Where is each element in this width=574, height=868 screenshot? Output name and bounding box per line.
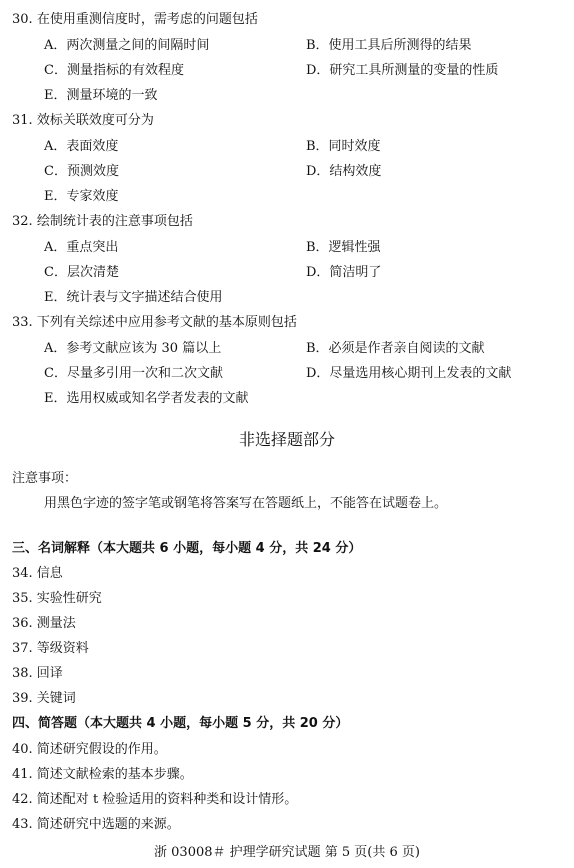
section-title: 非选择题部分 bbox=[238, 430, 335, 449]
question-stem: 下列有关综述中应用参考文献的基本原则包括 bbox=[36, 315, 297, 330]
option-e: E．选用权威或知名学者发表的文献 bbox=[44, 391, 249, 406]
question-number: 33. bbox=[12, 315, 33, 330]
question-stem: 绘制统计表的注意事项包括 bbox=[36, 214, 193, 229]
list-item: 41. 简述文献检索的基本步骤。 bbox=[12, 767, 193, 782]
option-a: A．表面效度 bbox=[44, 139, 119, 154]
notice-label: 注意事项： bbox=[12, 471, 78, 486]
question-stem: 在使用重测信度时，需考虑的问题包括 bbox=[36, 12, 258, 27]
option-e: E．测量环境的一致 bbox=[44, 88, 158, 103]
option-c: C．预测效度 bbox=[44, 164, 119, 179]
option-d: D．尽量选用核心期刊上发表的文献 bbox=[306, 366, 512, 381]
part3-heading: 三、名词解释（本大题共 6 小题，每小题 4 分，共 24 分） bbox=[12, 541, 362, 556]
list-item: 38. 回译 bbox=[12, 666, 63, 681]
question-number: 31. bbox=[12, 113, 33, 128]
page-footer: 浙 03008＃ 护理学研究试题 第 5 页(共 6 页) bbox=[154, 845, 420, 860]
notice-text: 用黑色字迹的签字笔或钢笔将答案写在答题纸上，不能答在试题卷上。 bbox=[44, 496, 448, 511]
question-number: 32. bbox=[12, 214, 33, 229]
option-a: A．参考文献应该为 30 篇以上 bbox=[44, 341, 222, 356]
question-33 bbox=[12, 313, 297, 333]
part4-heading: 四、简答题（本大题共 4 小题，每小题 5 分，共 20 分） bbox=[12, 716, 349, 731]
list-item: 35. 实验性研究 bbox=[12, 591, 102, 606]
option-c: C．层次清楚 bbox=[44, 265, 119, 280]
list-item: 37. 等级资料 bbox=[12, 641, 89, 656]
option-a: A．重点突出 bbox=[44, 240, 119, 255]
option-a: A．两次测量之间的间隔时间 bbox=[44, 38, 210, 53]
question-stem: 效标关联效度可分为 bbox=[36, 113, 154, 128]
list-item: 34. 信息 bbox=[12, 566, 63, 581]
option-e: E．统计表与文字描述结合使用 bbox=[44, 290, 223, 305]
option-b: B．同时效度 bbox=[306, 139, 381, 154]
question-31 bbox=[12, 111, 154, 131]
option-e: E．专家效度 bbox=[44, 189, 119, 204]
list-item: 40. 简述研究假设的作用。 bbox=[12, 742, 167, 757]
question-number: 30. bbox=[12, 12, 33, 27]
option-c: C．测量指标的有效程度 bbox=[44, 63, 184, 78]
option-b: B．逻辑性强 bbox=[306, 240, 381, 255]
option-d: D．简洁明了 bbox=[306, 265, 382, 280]
option-b: B．必须是作者亲自阅读的文献 bbox=[306, 341, 485, 356]
option-b: B．使用工具后所测得的结果 bbox=[306, 38, 472, 53]
option-d: D．研究工具所测量的变量的性质 bbox=[306, 63, 499, 78]
list-item: 42. 简述配对 t 检验适用的资料种类和设计情形。 bbox=[12, 792, 298, 807]
option-d: D．结构效度 bbox=[306, 164, 382, 179]
question-30 bbox=[12, 10, 258, 30]
list-item: 43. 简述研究中选题的来源。 bbox=[12, 817, 180, 832]
list-item: 36. 测量法 bbox=[12, 616, 76, 631]
option-c: C．尽量多引用一次和二次文献 bbox=[44, 366, 223, 381]
list-item: 39. 关键词 bbox=[12, 691, 76, 706]
question-32 bbox=[12, 212, 193, 232]
